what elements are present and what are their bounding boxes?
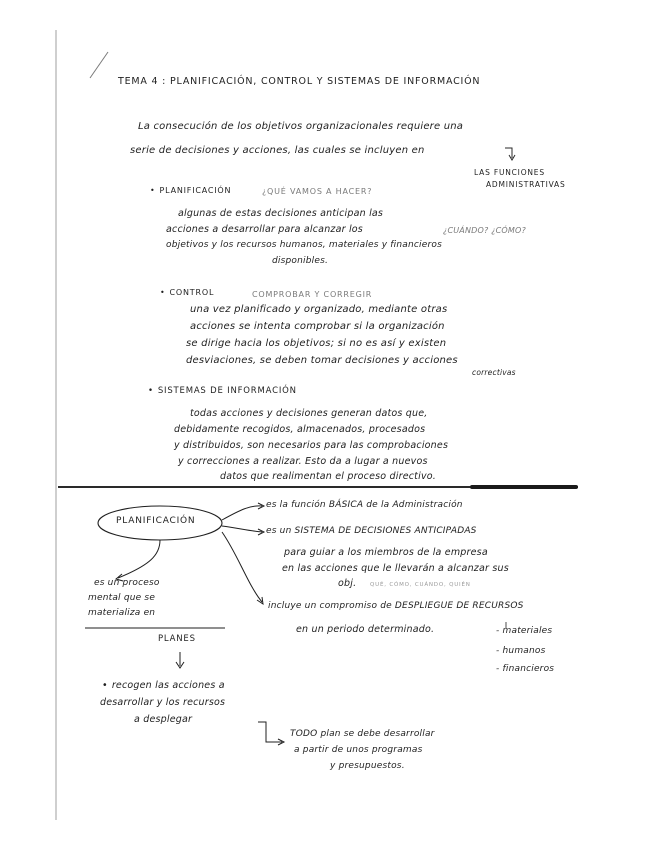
diagram-branch-2-small: QUÉ, CÓMO, CUÁNDO, QUIÉN: [370, 582, 471, 588]
sistemas-line-3: y distribuidos, son necesarios para las comprobaciones: [174, 440, 449, 451]
planificacion-line-3: objetivos y los recursos humanos, materiales y financieros: [166, 240, 442, 250]
diagram-resource-3: - financieros: [496, 664, 555, 674]
intro-funciones-line-2: ADMINISTRATIVAS: [486, 180, 566, 189]
diagram-branch-1: es la función BÁSICA de la Administración: [266, 500, 463, 510]
page-title: TEMA 4 : PLANIFICACIÓN, CONTROL Y SISTEMAS DE INFORMACIÓN: [118, 76, 481, 87]
diagram-planes-line-2: desarrollar y los recursos: [100, 697, 226, 708]
intro-funciones-line-1: LAS FUNCIONES: [474, 168, 545, 177]
diagram-branch-2-line-2: en las acciones que le llevarán a alcanzar sus: [282, 563, 509, 574]
control-line-2: acciones se intenta comprobar si la organización: [190, 321, 445, 332]
diagram-bottom-line-1: TODO plan se debe desarrollar: [290, 729, 435, 739]
control-line-5: correctivas: [472, 368, 516, 377]
diagram-branch-3-line-1: incluye un compromiso de DESPLIEGUE DE RECURSOS: [268, 601, 524, 611]
planificacion-line-4: disponibles.: [272, 256, 329, 266]
control-line-3: se dirige hacia los objetivos; si no es así y existen: [186, 338, 447, 349]
diagram-branch-2-line-1: para guiar a los miembros de la empresa: [284, 547, 488, 558]
sistemas-line-5: datos que realimentan el proceso directivo.: [220, 471, 436, 482]
diagram-branch-2-line-3: obj.: [338, 578, 357, 589]
diagram-planes-line-3: a desplegar: [134, 714, 193, 725]
control-subtitle: COMPROBAR Y CORREGIR: [252, 290, 373, 299]
page-margin-line: [55, 30, 57, 820]
planificacion-line-1: algunas de estas decisiones anticipan las: [178, 208, 384, 219]
sistemas-line-1: todas acciones y decisiones generan datos que,: [190, 408, 428, 419]
diagram-branch-2: es un SISTEMA DE DECISIONES ANTICIPADAS: [266, 526, 477, 536]
diagram-planes: PLANES: [158, 634, 196, 644]
diagram-resource-2: - humanos: [496, 646, 546, 656]
diagram-left-line-3: materializa en: [88, 608, 156, 618]
diagram-resource-1: - materiales: [496, 626, 553, 636]
control-heading: • CONTROL: [160, 288, 214, 297]
control-line-1: una vez planificado y organizado, mediante otras: [190, 304, 448, 315]
planificacion-heading: • PLANIFICACIÓN: [150, 186, 231, 195]
intro-line-2: serie de decisiones y acciones, las cuales se incluyen en: [130, 145, 425, 156]
sistemas-line-2: debidamente recogidos, almacenados, procesados: [174, 424, 426, 435]
planificacion-line-2: acciones a desarrollar para alcanzar los: [166, 224, 363, 235]
diagram-branch-3-line-2: en un periodo determinado.: [296, 624, 435, 635]
planificacion-side-question: ¿CUÁNDO? ¿CÓMO?: [443, 226, 526, 235]
diagram-center: PLANIFICACIÓN: [116, 516, 196, 526]
sistemas-heading: • SISTEMAS DE INFORMACIÓN: [148, 386, 297, 396]
diagram-bottom-line-3: y presupuestos.: [330, 761, 405, 771]
section-divider-bold: [470, 485, 578, 489]
diagram-bottom-line-2: a partir de unos programas: [294, 745, 423, 755]
sistemas-line-4: y correcciones a realizar. Esto da a lugar a nuevos: [178, 456, 428, 467]
intro-line-1: La consecución de los objetivos organizacionales requiere una: [138, 121, 464, 132]
diagram-left-line-1: es un proceso: [94, 578, 160, 588]
diagram-planes-line-1: • recogen las acciones a: [102, 680, 225, 691]
control-line-4: desviaciones, se deben tomar decisiones y acciones: [186, 355, 458, 366]
diagram-left-line-2: mental que se: [88, 593, 156, 603]
planificacion-question: ¿QUÉ VAMOS A HACER?: [262, 187, 373, 196]
